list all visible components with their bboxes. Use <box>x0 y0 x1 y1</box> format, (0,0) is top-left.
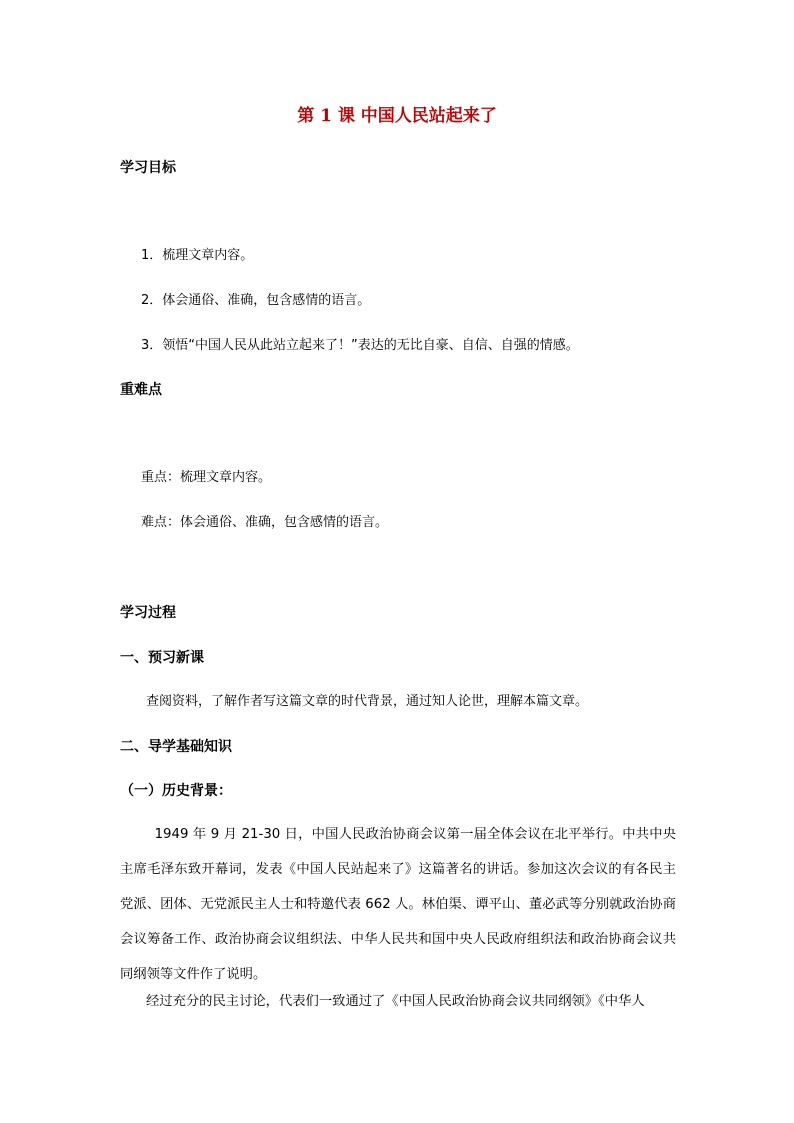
difficulty-point: 难点：体会通俗、准确，包含感情的语言。 <box>141 515 389 530</box>
section-preview-heading: 一、预习新课 <box>120 650 204 666</box>
key-points-heading: 重难点 <box>120 382 162 398</box>
section-basics-heading: 二、导学基础知识 <box>120 739 232 755</box>
history-paragraph-2: 经过充分的民主讨论，代表们一致通过了《中国人民政治协商会议共同纲领》《中华人 <box>146 994 645 1009</box>
objectives-heading: 学习目标 <box>120 160 176 176</box>
objective-item-3: 3．领悟“中国人民从此站立起来了！”表达的无比自豪、自信、自强的情感。 <box>141 338 579 353</box>
objective-item-1: 1．梳理文章内容。 <box>141 248 254 263</box>
section-preview-text: 查阅资料，了解作者写这篇文章的时代背景，通过知人论世，理解本篇文章。 <box>146 694 589 709</box>
history-paragraph-1: 1949 年 9 月 21-30 日，中国人民政治协商会议第一届全体会议在北平举行。中共中央主席毛泽东致开幕词，发表《中国人民站起来了》这篇著名的讲话。参加这次会议的有各民主党派、团体、无党派民主人士和特邀代表 662 人。林伯渠、谭平山、董必武等分别就政治协商会议筹备工作、政治协商会议组织法、中华人民共和国中央人民政府组织法和政治协商会议共同纲领等文件作了说明。 <box>120 827 676 982</box>
page-title: 第 1 课 中国人民站起来了 <box>297 106 497 126</box>
focus-point: 重点：梳理文章内容。 <box>141 470 272 485</box>
subsection-history-heading: （一）历史背景： <box>120 783 232 799</box>
objective-item-2: 2．体会通俗、准确，包含感情的语言。 <box>141 293 371 308</box>
process-heading: 学习过程 <box>120 605 176 621</box>
